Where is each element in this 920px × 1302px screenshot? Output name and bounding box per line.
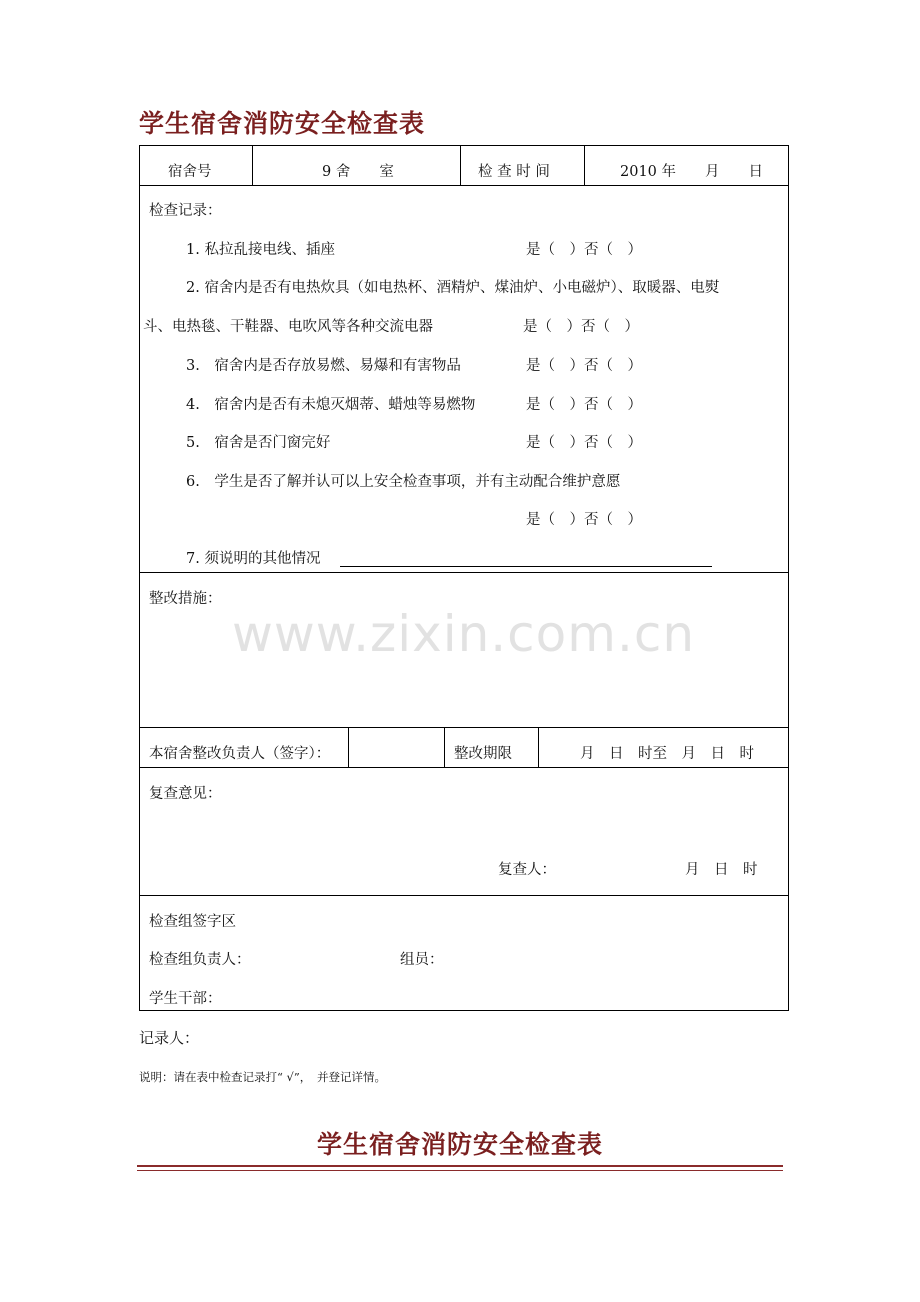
- divider: [538, 727, 539, 767]
- dorm-number-value: 9 舍 室: [322, 164, 394, 180]
- yes-no-checkbox-5[interactable]: 是（ ）否（ ）: [526, 435, 642, 451]
- title-rule: [137, 1165, 783, 1167]
- record-item-5: 5. 宿舍是否门窗完好: [186, 435, 331, 451]
- divider: [140, 185, 788, 186]
- inspection-form: [139, 145, 789, 1011]
- group-leader-label: 检查组负责人：: [149, 952, 251, 968]
- divider: [140, 727, 788, 728]
- student-cadre-label: 学生干部：: [149, 991, 222, 1007]
- yes-no-checkbox-4[interactable]: 是（ ）否（ ）: [526, 397, 642, 413]
- recorder-label: 记录人：: [139, 1029, 200, 1047]
- yes-no-checkbox-3[interactable]: 是（ ）否（ ）: [526, 358, 642, 374]
- record-item-3: 3. 宿舍内是否存放易燃、易爆和有害物品: [186, 358, 461, 374]
- inspection-time-label: 检 查 时 间: [478, 164, 550, 180]
- yes-no-checkbox-6[interactable]: 是（ ）否（ ）: [526, 512, 642, 528]
- watermark: www.zixin.com.cn: [232, 605, 696, 663]
- yes-no-checkbox-2[interactable]: 是（ ）否（ ）: [523, 319, 639, 335]
- signature-area-label: 检查组签字区: [149, 914, 236, 930]
- review-date: 月 日 时: [685, 862, 758, 878]
- title-rule: [137, 1170, 783, 1171]
- rectify-label: 整改措施：: [149, 591, 222, 607]
- instruction-note: 说明：请在表中检查记录打“ √”， 并登记详情。: [139, 1070, 386, 1084]
- divider: [140, 895, 788, 896]
- record-item-2-line-2: 斗、电热毯、干鞋器、电吹风等各种交流电器: [143, 319, 433, 335]
- inspection-date-value: 2010 年 月 日: [620, 164, 764, 180]
- record-label: 检查记录：: [149, 203, 222, 219]
- form-title-repeat: 学生宿舍消防安全检查表: [316, 1130, 603, 1159]
- reviewer-label: 复查人：: [498, 862, 556, 878]
- responsible-signature-field[interactable]: [350, 729, 442, 765]
- record-item-7: 7. 须说明的其他情况: [186, 551, 321, 567]
- yes-no-checkbox-1[interactable]: 是（ ）否（ ）: [526, 242, 642, 258]
- divider: [140, 767, 788, 768]
- record-item-1: 1. 私拉乱接电线、插座: [186, 242, 335, 258]
- deadline-value: 月 日 时至 月 日 时: [580, 746, 754, 762]
- record-item-2-line-1: 2. 宿舍内是否有电热炊具（如电热杯、酒精炉、煤油炉、小电磁炉）、取暖器、电熨: [186, 280, 720, 296]
- record-item-6: 6. 学生是否了解并认可以上安全检查事项，并有主动配合维护意愿: [186, 474, 621, 490]
- other-info-fill-line[interactable]: [340, 566, 712, 567]
- form-title: 学生宿舍消防安全检查表: [139, 109, 426, 138]
- review-label: 复查意见：: [149, 786, 222, 802]
- divider: [460, 146, 461, 185]
- group-member-label: 组员：: [400, 952, 444, 968]
- responsible-person-label: 本宿舍整改负责人（签字）：: [149, 746, 331, 762]
- dorm-number-label: 宿舍号: [168, 164, 212, 180]
- deadline-label: 整改期限: [454, 746, 512, 762]
- divider: [140, 572, 788, 573]
- record-item-4: 4. 宿舍内是否有未熄灭烟蒂、蜡烛等易燃物: [186, 397, 476, 413]
- divider: [348, 727, 349, 767]
- divider: [584, 146, 585, 185]
- divider: [444, 727, 445, 767]
- divider: [252, 146, 253, 185]
